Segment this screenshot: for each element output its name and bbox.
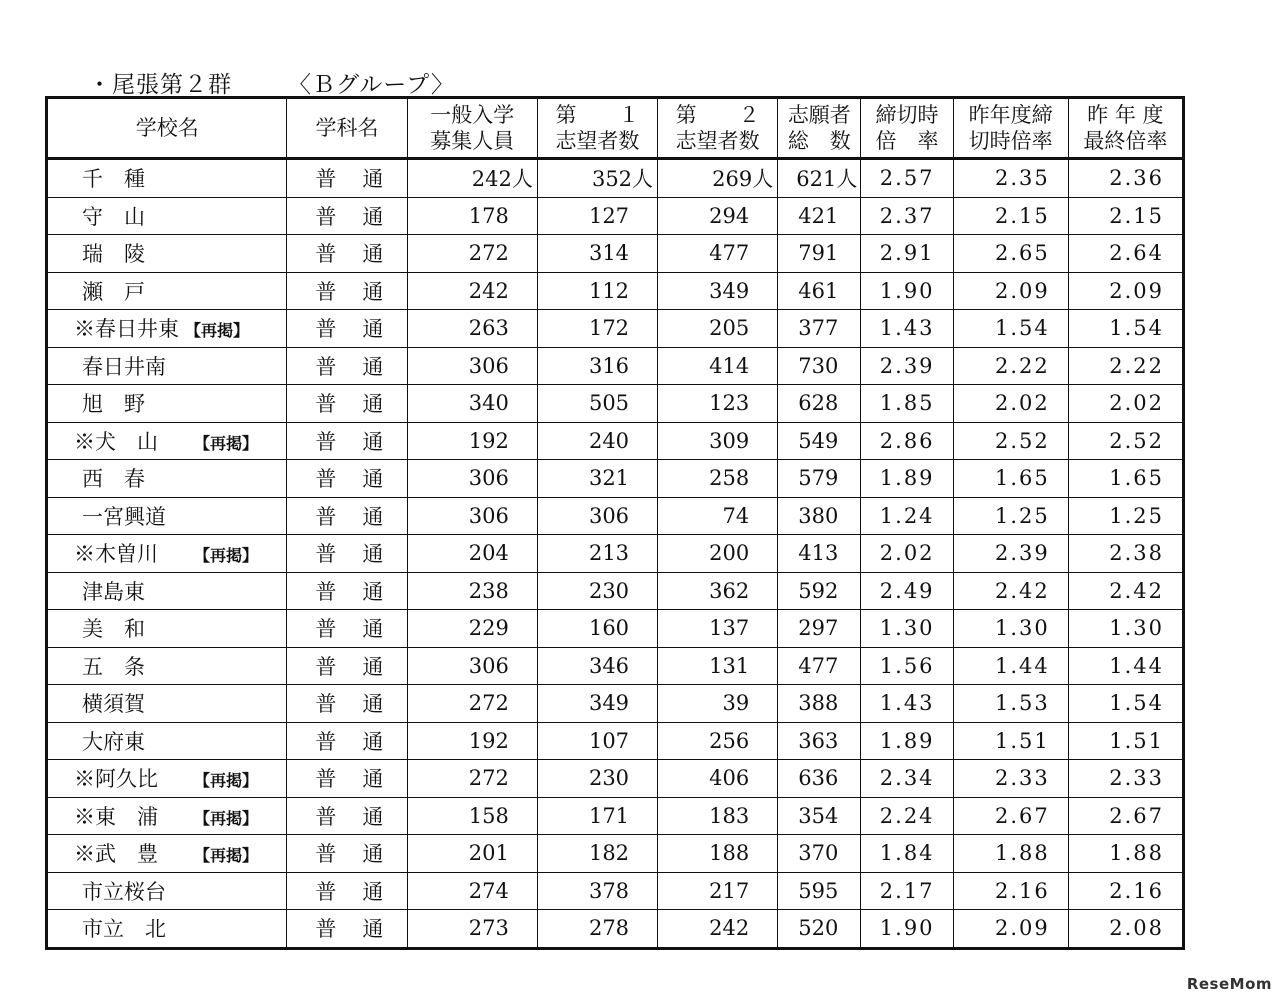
rate-cell: 2.49 [861,572,953,610]
prev-final-rate-cell: 2.16 [1068,872,1183,910]
first-choice-cell: 352人 [537,159,657,198]
capacity-cell: 274 [407,872,537,910]
total-cell: 592 [778,572,861,610]
prev-final-rate-cell: 2.08 [1068,910,1183,949]
header-first-choice: 第 １ 志望者数 [537,98,657,159]
first-choice-cell: 321 [537,460,657,498]
capacity-cell: 238 [407,572,537,610]
total-cell: 477 [778,647,861,685]
prev-deadline-rate-cell: 1.65 [953,460,1068,498]
second-choice-cell: 183 [658,797,778,835]
prev-final-rate-cell: 1.30 [1068,610,1183,648]
rate-cell: 1.84 [861,835,953,873]
first-choice-cell: 505 [537,385,657,423]
rate-cell: 1.56 [861,647,953,685]
school-name: ※春日井東 【再掲】 [47,310,287,348]
total-cell: 377 [778,310,861,348]
school-name: 守 山 [47,197,287,235]
table-row [47,685,1184,723]
capacity-cell: 272 [407,760,537,798]
prev-final-rate-cell: 2.36 [1068,159,1183,198]
capacity-cell: 178 [407,197,537,235]
capacity-cell: 242 [407,272,537,310]
second-choice-cell: 217 [658,872,778,910]
second-choice-cell: 137 [658,610,778,648]
second-choice-cell: 362 [658,572,778,610]
rate-cell: 1.90 [861,272,953,310]
capacity-cell: 272 [407,235,537,273]
table-row [47,197,1184,235]
second-choice-cell: 123 [658,385,778,423]
prev-final-rate-cell: 2.38 [1068,535,1183,573]
header-rate: 締切時 倍 率 [861,98,953,159]
total-cell: 621人 [778,159,861,198]
prev-deadline-rate-cell: 1.44 [953,647,1068,685]
rate-cell: 1.90 [861,910,953,949]
second-choice-cell: 242 [658,910,778,949]
prev-deadline-rate-cell: 2.39 [953,535,1068,573]
dept-name: 普通 [287,685,407,723]
rate-cell: 2.39 [861,347,953,385]
table-row [47,722,1184,760]
rate-cell: 2.24 [861,797,953,835]
school-name: 一宮興道 [47,497,287,535]
first-choice-cell: 278 [537,910,657,949]
prev-deadline-rate-cell: 2.15 [953,197,1068,235]
school-name: ※犬 山 【再掲】 [47,422,287,460]
capacity-cell: 242人 [407,159,537,198]
prev-deadline-rate-cell: 2.09 [953,910,1068,949]
first-choice-cell: 314 [537,235,657,273]
first-choice-cell: 213 [537,535,657,573]
prev-final-rate-cell: 2.22 [1068,347,1183,385]
table-row [47,422,1184,460]
prev-final-rate-cell: 2.67 [1068,797,1183,835]
total-cell: 297 [778,610,861,648]
prev-final-rate-cell: 1.25 [1068,497,1183,535]
total-cell: 579 [778,460,861,498]
table-row [47,572,1184,610]
capacity-cell: 272 [407,685,537,723]
prev-deadline-rate-cell: 2.02 [953,385,1068,423]
prev-deadline-rate-cell: 1.88 [953,835,1068,873]
table-row [47,760,1184,798]
dept-name: 普通 [287,910,407,949]
capacity-cell: 204 [407,535,537,573]
first-choice-cell: 306 [537,497,657,535]
repost-badge: 【再掲】 [194,546,259,566]
school-name: 旭 野 [47,385,287,423]
total-cell: 730 [778,347,861,385]
second-choice-cell: 188 [658,835,778,873]
capacity-cell: 306 [407,347,537,385]
school-name: ※東 浦 【再掲】 [47,797,287,835]
capacity-cell: 192 [407,722,537,760]
header-prev-final-rate: 昨 年 度 最終倍率 [1068,98,1183,159]
prev-deadline-rate-cell: 1.51 [953,722,1068,760]
school-name: 津島東 [47,572,287,610]
repost-badge: 【再掲】 [194,433,259,453]
header-row [47,98,1184,159]
table-row [47,797,1184,835]
first-choice-cell: 240 [537,422,657,460]
school-name: ※武 豊 【再掲】 [47,835,287,873]
total-cell: 791 [778,235,861,273]
second-choice-cell: 74 [658,497,778,535]
table-row [47,385,1184,423]
second-choice-cell: 200 [658,535,778,573]
table-row [47,310,1184,348]
prev-deadline-rate-cell: 2.22 [953,347,1068,385]
prev-final-rate-cell: 2.09 [1068,272,1183,310]
school-name: 美 和 [47,610,287,648]
capacity-cell: 192 [407,422,537,460]
dept-name: 普通 [287,159,407,198]
second-choice-cell: 258 [658,460,778,498]
rate-cell: 1.30 [861,610,953,648]
application-table [45,96,1185,950]
prev-final-rate-cell: 2.02 [1068,385,1183,423]
dept-name: 普通 [287,422,407,460]
prev-final-rate-cell: 2.64 [1068,235,1183,273]
school-name: 横須賀 [47,685,287,723]
rate-cell: 2.57 [861,159,953,198]
rate-cell: 1.43 [861,685,953,723]
second-choice-cell: 39 [658,685,778,723]
dept-name: 普通 [287,235,407,273]
first-choice-cell: 230 [537,572,657,610]
dept-name: 普通 [287,872,407,910]
repost-badge: 【再掲】 [194,808,259,828]
prev-final-rate-cell: 2.15 [1068,197,1183,235]
total-cell: 363 [778,722,861,760]
dept-name: 普通 [287,722,407,760]
rate-cell: 1.85 [861,385,953,423]
table-row [47,535,1184,573]
first-choice-cell: 160 [537,610,657,648]
prev-deadline-rate-cell: 1.54 [953,310,1068,348]
dept-name: 普通 [287,197,407,235]
rate-cell: 2.34 [861,760,953,798]
table-row [47,347,1184,385]
dept-name: 普通 [287,460,407,498]
second-choice-cell: 294 [658,197,778,235]
dept-name: 普通 [287,572,407,610]
capacity-cell: 263 [407,310,537,348]
total-cell: 388 [778,685,861,723]
total-cell: 549 [778,422,861,460]
table-row [47,835,1184,873]
second-choice-cell: 406 [658,760,778,798]
dept-name: 普通 [287,647,407,685]
capacity-cell: 306 [407,460,537,498]
school-name: 市立桜台 [47,872,287,910]
table-row [47,497,1184,535]
capacity-cell: 158 [407,797,537,835]
school-name: 瑞 陵 [47,235,287,273]
prev-deadline-rate-cell: 2.09 [953,272,1068,310]
first-choice-cell: 171 [537,797,657,835]
dept-name: 普通 [287,497,407,535]
dept-name: 普通 [287,835,407,873]
table-body [47,159,1184,949]
rate-cell: 1.24 [861,497,953,535]
total-cell: 421 [778,197,861,235]
resemom-logo: ReseMom [1186,975,1272,993]
table-row [47,159,1184,198]
table-row [47,910,1184,949]
prev-deadline-rate-cell: 2.65 [953,235,1068,273]
prev-deadline-rate-cell: 2.33 [953,760,1068,798]
repost-badge: 【再掲】 [194,771,259,791]
capacity-cell: 273 [407,910,537,949]
school-name: 市立 北 [47,910,287,949]
second-choice-cell: 205 [658,310,778,348]
rate-cell: 2.02 [861,535,953,573]
prev-deadline-rate-cell: 1.30 [953,610,1068,648]
rate-cell: 1.89 [861,460,953,498]
first-choice-cell: 316 [537,347,657,385]
first-choice-cell: 346 [537,647,657,685]
total-cell: 636 [778,760,861,798]
school-name: ※木曽川 【再掲】 [47,535,287,573]
header-school: 学校名 [47,98,287,159]
table-row [47,610,1184,648]
prev-final-rate-cell: 1.44 [1068,647,1183,685]
first-choice-cell: 127 [537,197,657,235]
header-total: 志願者 総 数 [778,98,861,159]
rate-cell: 2.37 [861,197,953,235]
first-choice-cell: 172 [537,310,657,348]
rate-cell: 2.17 [861,872,953,910]
rate-cell: 2.91 [861,235,953,273]
prev-final-rate-cell: 2.42 [1068,572,1183,610]
rate-cell: 1.89 [861,722,953,760]
prev-final-rate-cell: 1.88 [1068,835,1183,873]
school-name: ※阿久比 【再掲】 [47,760,287,798]
prev-final-rate-cell: 2.52 [1068,422,1183,460]
first-choice-cell: 112 [537,272,657,310]
total-cell: 370 [778,835,861,873]
total-cell: 595 [778,872,861,910]
second-choice-cell: 477 [658,235,778,273]
repost-badge: 【再掲】 [185,321,250,341]
prev-deadline-rate-cell: 2.52 [953,422,1068,460]
capacity-cell: 306 [407,647,537,685]
prev-final-rate-cell: 1.51 [1068,722,1183,760]
prev-deadline-rate-cell: 2.42 [953,572,1068,610]
prev-deadline-rate-cell: 1.25 [953,497,1068,535]
school-name: 西 春 [47,460,287,498]
school-name: 春日井南 [47,347,287,385]
rate-cell: 2.86 [861,422,953,460]
prev-deadline-rate-cell: 1.53 [953,685,1068,723]
first-choice-cell: 182 [537,835,657,873]
dept-name: 普通 [287,347,407,385]
page-title [88,66,455,99]
header-dept: 学科名 [287,98,407,159]
header-capacity: 一般入学 募集人員 [407,98,537,159]
total-cell: 380 [778,497,861,535]
prev-final-rate-cell: 2.33 [1068,760,1183,798]
dept-name: 普通 [287,797,407,835]
second-choice-cell: 414 [658,347,778,385]
school-name: 千 種 [47,159,287,198]
capacity-cell: 201 [407,835,537,873]
group-label: 〈Ｂグループ〉 [288,72,455,98]
dept-name: 普通 [287,272,407,310]
total-cell: 354 [778,797,861,835]
first-choice-cell: 378 [537,872,657,910]
capacity-cell: 340 [407,385,537,423]
dept-name: 普通 [287,310,407,348]
prev-final-rate-cell: 1.65 [1068,460,1183,498]
prev-deadline-rate-cell: 2.67 [953,797,1068,835]
second-choice-cell: 269人 [658,159,778,198]
total-cell: 520 [778,910,861,949]
dept-name: 普通 [287,610,407,648]
table-row [47,460,1184,498]
table-row [47,272,1184,310]
total-cell: 413 [778,535,861,573]
header-second-choice: 第 ２ 志望者数 [658,98,778,159]
capacity-cell: 306 [407,497,537,535]
second-choice-cell: 256 [658,722,778,760]
prev-deadline-rate-cell: 2.16 [953,872,1068,910]
school-name: 五 条 [47,647,287,685]
total-cell: 628 [778,385,861,423]
second-choice-cell: 131 [658,647,778,685]
rate-cell: 1.43 [861,310,953,348]
table-row [47,235,1184,273]
table-row [47,647,1184,685]
prev-final-rate-cell: 1.54 [1068,310,1183,348]
total-cell: 461 [778,272,861,310]
first-choice-cell: 349 [537,685,657,723]
dept-name: 普通 [287,385,407,423]
school-name: 大府東 [47,722,287,760]
dept-name: 普通 [287,535,407,573]
capacity-cell: 229 [407,610,537,648]
prev-deadline-rate-cell: 2.35 [953,159,1068,198]
dept-name: 普通 [287,760,407,798]
first-choice-cell: 107 [537,722,657,760]
school-name: 瀬 戸 [47,272,287,310]
second-choice-cell: 349 [658,272,778,310]
group-name: ・尾張第２群 [88,72,232,98]
second-choice-cell: 309 [658,422,778,460]
first-choice-cell: 230 [537,760,657,798]
repost-badge: 【再掲】 [194,846,259,866]
prev-final-rate-cell: 1.54 [1068,685,1183,723]
header-prev-deadline-rate: 昨年度締 切時倍率 [953,98,1068,159]
table-row [47,872,1184,910]
